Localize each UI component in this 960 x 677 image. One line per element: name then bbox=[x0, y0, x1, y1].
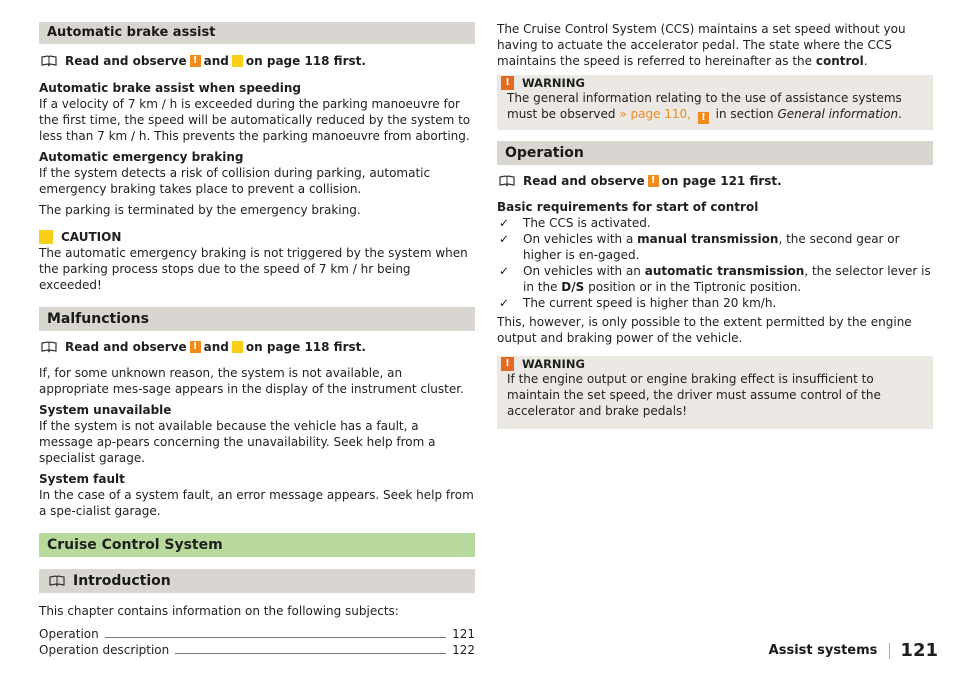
warning-icon: ! bbox=[501, 76, 514, 90]
check-icon: ✓ bbox=[499, 264, 510, 278]
paragraph-ccs-intro bbox=[497, 21, 933, 69]
read-text: Read and observe bbox=[523, 174, 645, 188]
heading-automatic-brake-assist: Automatic brake assist bbox=[39, 22, 475, 44]
toc-label[interactable]: Operation description bbox=[39, 643, 170, 657]
footer-section: Assist systems bbox=[768, 643, 878, 658]
caution-label: CAUTION bbox=[61, 230, 122, 244]
check-text: The CCS is activated. bbox=[523, 216, 651, 230]
warning-label: WARNING bbox=[522, 356, 585, 371]
book-icon bbox=[41, 341, 57, 353]
left-column bbox=[39, 0, 475, 658]
check-icon: ✓ bbox=[499, 232, 510, 246]
check-text: The current speed is higher than 20 km/h. bbox=[523, 296, 777, 310]
toc-leader bbox=[105, 637, 446, 638]
paragraph-brake-assist-speeding: If a velocity of 7 km / h is exceeded during the parking manoeuvre for the first time, the speed will be automatically reduced by the system to less than 7 km / h. This prevents the parking manoeuvre from aborting. bbox=[39, 97, 471, 143]
check-text: On vehicles with an automatic transmission, the selector lever is in the D/S position or in the Tiptronic position. bbox=[523, 264, 931, 294]
paragraph-terminated: The parking is terminated by the emergency braking. bbox=[39, 203, 361, 217]
check-item bbox=[497, 263, 933, 295]
intro-post: . bbox=[863, 54, 868, 68]
paragraph-system-unavailable: If the system is not available because the vehicle has a fault, a message ap-pears concerning the unavailability. Seek help from a specialist garage. bbox=[39, 419, 436, 465]
read-observe-note bbox=[39, 53, 475, 69]
toc-entry-operation[interactable] bbox=[39, 626, 475, 642]
check-item bbox=[497, 215, 933, 231]
page-link[interactable]: » page 110, bbox=[619, 107, 692, 121]
warning-label: WARNING bbox=[522, 75, 585, 90]
heading-operation: Operation bbox=[497, 141, 933, 165]
warning-text-pre: The general information relating to the use of assistance systems must be observed bbox=[507, 91, 902, 121]
warning-icon: ! bbox=[648, 175, 659, 187]
toc-entry-operation-description[interactable] bbox=[39, 642, 475, 658]
page-ref-text: on page 118 first. bbox=[245, 340, 366, 354]
warning-text bbox=[507, 90, 923, 124]
read-observe-note bbox=[497, 173, 933, 189]
page-ref-text: on page 118 first. bbox=[245, 54, 366, 68]
warning-icon: ! bbox=[698, 112, 709, 124]
warning-icon: ! bbox=[190, 55, 201, 67]
section-name: General information bbox=[777, 107, 899, 121]
intro-text: The Cruise Control System (CCS) maintains a set speed without you having to actuate the accelerator pedal. The state where the CCS maintains the speed is referred to hereinafter as the bbox=[497, 22, 906, 68]
check-icon: ✓ bbox=[499, 216, 510, 230]
page-number: 121 bbox=[889, 643, 938, 659]
and-text: and bbox=[203, 340, 229, 354]
caution-icon bbox=[232, 341, 243, 353]
subheading-basic-requirements: Basic requirements for start of control bbox=[497, 200, 759, 214]
paragraph-intro: This chapter contains information on the following subjects: bbox=[39, 604, 399, 618]
warning-text: If the engine output or engine braking effect is insufficient to maintain the set speed, the driver must assume control of the accelerator and brake pedals! bbox=[507, 372, 881, 418]
subheading-system-unavailable: System unavailable bbox=[39, 403, 172, 417]
caution-icon bbox=[232, 55, 243, 67]
read-observe-note bbox=[39, 339, 475, 355]
intro-bold: control bbox=[815, 54, 864, 68]
warning-icon: ! bbox=[501, 357, 514, 371]
right-column bbox=[497, 0, 933, 429]
warning-heading bbox=[507, 75, 923, 90]
page-ref-text: on page 121 first. bbox=[661, 174, 782, 188]
caution-icon bbox=[39, 230, 53, 244]
paragraph-malfunctions: If, for some unknown reason, the system is not available, an appropriate mes-sage appears in the display of the instrument cluster. bbox=[39, 366, 464, 396]
caution-heading bbox=[39, 229, 475, 245]
subheading-system-fault: System fault bbox=[39, 472, 125, 486]
toc-page[interactable]: 121 bbox=[452, 627, 475, 641]
caution-text: The automatic emergency braking is not triggered by the system when the parking process stops due to the speed of 7 km / hr being exceeded! bbox=[39, 246, 468, 292]
warning-heading bbox=[507, 356, 923, 371]
read-text: Read and observe bbox=[65, 54, 187, 68]
warning-box-engine bbox=[497, 356, 933, 429]
paragraph-system-fault: In the case of a system fault, an error message appears. Seek help from a spe-cialist garage. bbox=[39, 488, 474, 518]
subheading-brake-assist-speeding: Automatic brake assist when speeding bbox=[39, 81, 302, 95]
check-icon: ✓ bbox=[499, 296, 510, 310]
toc-page[interactable]: 122 bbox=[452, 643, 475, 657]
introduction-label: Introduction bbox=[73, 573, 171, 589]
toc-label[interactable]: Operation bbox=[39, 627, 99, 641]
warning-icon: ! bbox=[190, 341, 201, 353]
heading-cruise-control-system: Cruise Control System bbox=[39, 533, 475, 557]
warning-box-general bbox=[497, 75, 933, 130]
and-text: and bbox=[203, 54, 229, 68]
book-icon bbox=[499, 175, 515, 187]
warning-text-mid: in section bbox=[715, 107, 774, 121]
warning-text-post: . bbox=[898, 107, 902, 121]
heading-introduction bbox=[39, 569, 475, 593]
check-item bbox=[497, 231, 933, 263]
page-footer bbox=[768, 640, 938, 661]
book-icon bbox=[41, 55, 57, 67]
paragraph-possible: This, however, is only possible to the extent permitted by the engine output and braking power of the vehicle. bbox=[497, 315, 912, 345]
subheading-emergency-braking: Automatic emergency braking bbox=[39, 150, 244, 164]
check-item bbox=[497, 295, 933, 311]
read-text: Read and observe bbox=[65, 340, 187, 354]
book-icon bbox=[49, 575, 65, 587]
heading-malfunctions: Malfunctions bbox=[39, 307, 475, 331]
paragraph-emergency-braking: If the system detects a risk of collision during parking, automatic emergency braking takes place to prevent a collision. bbox=[39, 166, 431, 196]
check-text: On vehicles with a manual transmission, the second gear or higher is en-gaged. bbox=[523, 232, 900, 262]
toc-leader bbox=[175, 653, 446, 654]
